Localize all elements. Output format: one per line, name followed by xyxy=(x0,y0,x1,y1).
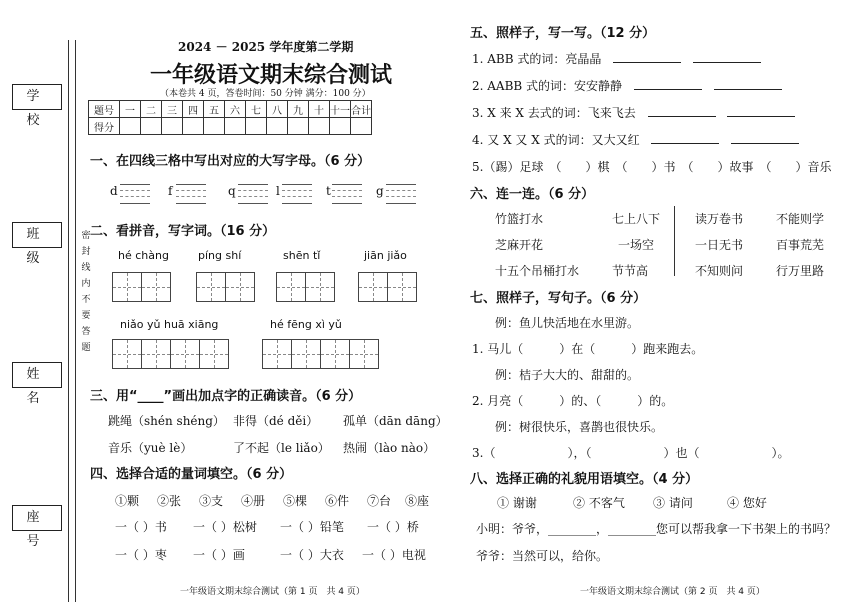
score-blank[interactable] xyxy=(225,118,246,135)
match-item[interactable]: 芝麻开花 xyxy=(495,238,544,252)
score-blank[interactable] xyxy=(183,118,204,135)
sentence-question[interactable]: 3.（ ），（ ）也（ ）。 xyxy=(472,446,790,460)
reading-item[interactable]: 了不起（le liǎo） xyxy=(233,441,330,455)
score-cell: 七 xyxy=(246,101,267,118)
school-year: 2024 － 2025 学年度第二学期 xyxy=(178,40,354,54)
score-value-row xyxy=(89,118,372,135)
measure-word-option: ①颗 xyxy=(115,494,140,508)
pinyin-label: hé chàng xyxy=(118,249,169,262)
pinyin-label: shēn tǐ xyxy=(283,249,321,262)
word-pattern-item xyxy=(472,131,799,148)
writing-cell[interactable] xyxy=(141,339,171,369)
reading-item[interactable]: 跳绳（shén shéng） xyxy=(108,414,225,428)
section-6-title: 六、连一连。（6 分） xyxy=(470,187,595,202)
match-item[interactable]: 七上八下 xyxy=(612,212,661,226)
score-cell: 十一 xyxy=(330,101,351,118)
score-cell: 九 xyxy=(288,101,309,118)
writing-cell[interactable] xyxy=(112,339,142,369)
writing-cell[interactable] xyxy=(305,272,335,302)
writing-cell[interactable] xyxy=(196,272,226,302)
answer-line[interactable] xyxy=(634,77,702,90)
match-item[interactable]: 不知则问 xyxy=(695,264,744,278)
letter-prompt: f xyxy=(168,184,173,198)
writing-cell[interactable] xyxy=(387,272,417,302)
polite-phrase-option: ④ 您好 xyxy=(727,496,767,510)
writing-cell[interactable] xyxy=(291,339,321,369)
seal-line xyxy=(68,40,76,602)
score-blank[interactable] xyxy=(351,118,372,135)
match-item[interactable]: 不能则学 xyxy=(776,212,825,226)
name-label: 姓 名 xyxy=(12,362,62,388)
pinyin-label: niǎo yǔ huā xiāng xyxy=(120,318,219,331)
word-pattern-item xyxy=(472,50,761,67)
writing-cell[interactable] xyxy=(262,339,292,369)
score-cell: 一 xyxy=(120,101,141,118)
matching-divider xyxy=(674,206,675,276)
sentence-question[interactable]: 2. 月亮（ ）的、（ ）的。 xyxy=(472,394,674,408)
page-2-footer: 一年级语文期末综合测试（第 2 页 共 4 页） xyxy=(580,587,765,597)
pinyin-label: píng shí xyxy=(198,249,242,262)
score-cell: 合计 xyxy=(351,101,372,118)
reading-item[interactable]: 孤单（dān dāng） xyxy=(343,414,448,428)
four-line-grid[interactable] xyxy=(282,184,312,204)
score-blank[interactable] xyxy=(246,118,267,135)
measure-word-blank[interactable]: 一（ ）桥 xyxy=(367,520,419,534)
score-cell: 四 xyxy=(183,101,204,118)
match-item[interactable]: 十五个吊桶打水 xyxy=(495,264,580,278)
writing-cell[interactable] xyxy=(112,272,142,302)
writing-cell[interactable] xyxy=(199,339,229,369)
writing-cell[interactable] xyxy=(276,272,306,302)
writing-cell[interactable] xyxy=(225,272,255,302)
score-blank[interactable] xyxy=(267,118,288,135)
polite-phrase-option: ① 谢谢 xyxy=(497,496,537,510)
match-item[interactable]: 竹篮打水 xyxy=(495,212,544,226)
pinyin-label: hé fēng xì yǔ xyxy=(270,318,342,331)
score-blank[interactable] xyxy=(162,118,183,135)
letter-prompt: g xyxy=(376,184,384,198)
word-pattern-item xyxy=(472,104,795,121)
answer-line[interactable] xyxy=(714,77,782,90)
four-line-grid[interactable] xyxy=(238,184,268,204)
dialogue-line: 爷爷：当然可以，给你。 xyxy=(476,549,609,563)
score-table xyxy=(88,100,372,135)
writing-cell[interactable] xyxy=(349,339,379,369)
four-line-grid[interactable] xyxy=(332,184,362,204)
letter-prompt: t xyxy=(326,184,331,198)
score-blank[interactable] xyxy=(204,118,225,135)
score-cell: 题号 xyxy=(89,101,120,118)
example-sentence: 例：桔子大大的、甜甜的。 xyxy=(495,368,640,382)
four-line-grid[interactable] xyxy=(176,184,206,204)
letter-prompt: l xyxy=(276,184,280,198)
class-label: 班 级 xyxy=(12,222,62,248)
measure-word-option: ⑥件 xyxy=(325,494,350,508)
word-pattern-label: 1. ABB 式的词：亮晶晶 xyxy=(472,52,602,66)
pinyin-label: jiān jiǎo xyxy=(364,249,407,262)
score-blank[interactable] xyxy=(288,118,309,135)
answer-line[interactable] xyxy=(693,50,761,63)
measure-word-blank[interactable]: 一（ ）画 xyxy=(193,548,245,562)
score-blank[interactable] xyxy=(330,118,351,135)
exam-title: 一年级语文期末综合测试 xyxy=(150,62,393,88)
match-item[interactable]: 节节高 xyxy=(612,264,649,278)
section-2-title: 二、看拼音，写字词。（16 分） xyxy=(90,224,276,239)
measure-word-blank[interactable]: 一（ ）大衣 xyxy=(280,548,344,562)
score-blank[interactable] xyxy=(120,118,141,135)
match-item[interactable]: 读万卷书 xyxy=(695,212,744,226)
answer-line[interactable] xyxy=(648,104,716,117)
score-cell: 六 xyxy=(225,101,246,118)
writing-cell[interactable] xyxy=(320,339,350,369)
measure-word-blank[interactable]: 一（ ）书 xyxy=(115,520,167,534)
verb-noun-item[interactable]: 5.（踢）足球 （ ）棋 （ ）书 （ ）故事 （ ）音乐 xyxy=(472,160,832,174)
score-blank[interactable] xyxy=(141,118,162,135)
example-sentence: 例：树很快乐，喜鹊也很快乐。 xyxy=(495,420,664,434)
score-cell: 八 xyxy=(267,101,288,118)
section-4-title: 四、选择合适的量词填空。（6 分） xyxy=(90,467,293,482)
measure-word-option: ⑧座 xyxy=(405,494,430,508)
word-pattern-label: 4. 又 X 又 X 式的词：又大又红 xyxy=(472,133,640,147)
writing-cell[interactable] xyxy=(141,272,171,302)
seat-label: 座 号 xyxy=(12,505,62,531)
measure-word-option: ④册 xyxy=(241,494,266,508)
measure-word-option: ②张 xyxy=(157,494,182,508)
section-1-title: 一、在四线三格中写出对应的大写字母。（6 分） xyxy=(90,154,371,169)
reading-item[interactable]: 非得（dé děi） xyxy=(233,414,319,428)
school-label: 学 校 xyxy=(12,84,62,110)
polite-phrase-option: ② 不客气 xyxy=(573,496,625,510)
score-cell: 五 xyxy=(204,101,225,118)
score-blank[interactable] xyxy=(309,118,330,135)
measure-word-blank[interactable]: 一（ ）铅笔 xyxy=(280,520,344,534)
section-3-title: 三、用“____”画出加点字的正确读音。（6 分） xyxy=(90,389,362,404)
word-pattern-label: 3. X 来 X 去式的词：飞来飞去 xyxy=(472,106,636,120)
polite-phrase-option: ③ 请问 xyxy=(653,496,693,510)
dialogue-line[interactable]: 小明：爷爷，________，________您可以帮我拿一下书架上的书吗？ xyxy=(476,522,837,536)
score-cell: 三 xyxy=(162,101,183,118)
score-cell: 十 xyxy=(309,101,330,118)
letter-prompt: d xyxy=(110,184,118,198)
match-item[interactable]: 一场空 xyxy=(618,238,655,252)
measure-word-blank[interactable]: 一（ ）枣 xyxy=(115,548,167,562)
match-item[interactable]: 百事荒芜 xyxy=(776,238,825,252)
section-8-title: 八、选择正确的礼貌用语填空。（4 分） xyxy=(470,472,699,487)
word-pattern-item xyxy=(472,77,782,94)
four-line-grid[interactable] xyxy=(120,184,150,204)
answer-line[interactable] xyxy=(651,131,719,144)
score-cell: 二 xyxy=(141,101,162,118)
writing-cell[interactable] xyxy=(358,272,388,302)
score-header-row xyxy=(89,101,372,118)
sentence-question[interactable]: 1. 马儿（ ）在（ ）跑来跑去。 xyxy=(472,342,704,356)
match-item[interactable]: 一日无书 xyxy=(695,238,744,252)
example-sentence: 例：鱼儿快活地在水里游。 xyxy=(495,316,640,330)
measure-word-blank[interactable]: 一（ ）电视 xyxy=(362,548,426,562)
page-1-footer: 一年级语文期末综合测试（第 1 页 共 4 页） xyxy=(180,587,365,597)
measure-word-option: ③支 xyxy=(199,494,224,508)
reading-item[interactable]: 音乐（yuè lè） xyxy=(108,441,193,455)
word-pattern-label: 2. AABB 式的词：安安静静 xyxy=(472,79,623,93)
reading-item[interactable]: 热闹（lào nào） xyxy=(343,441,436,455)
match-item[interactable]: 行万里路 xyxy=(776,264,825,278)
score-cell: 得分 xyxy=(89,118,120,135)
answer-line[interactable] xyxy=(727,104,795,117)
writing-cell[interactable] xyxy=(170,339,200,369)
section-7-title: 七、照样子，写句子。（6 分） xyxy=(470,291,647,306)
answer-line[interactable] xyxy=(613,50,681,63)
measure-word-blank[interactable]: 一（ ）松树 xyxy=(193,520,257,534)
letter-prompt: q xyxy=(228,184,236,198)
answer-line[interactable] xyxy=(731,131,799,144)
measure-word-option: ⑦台 xyxy=(367,494,392,508)
exam-note: （本卷共 4 页，答卷时间：50 分钟 满分：100 分） xyxy=(160,89,371,99)
measure-word-option: ⑤棵 xyxy=(283,494,308,508)
seal-warning-text: 密封线内不要答题 xyxy=(81,231,91,353)
section-5-title: 五、照样子，写一写。（12 分） xyxy=(470,26,656,41)
four-line-grid[interactable] xyxy=(386,184,416,204)
